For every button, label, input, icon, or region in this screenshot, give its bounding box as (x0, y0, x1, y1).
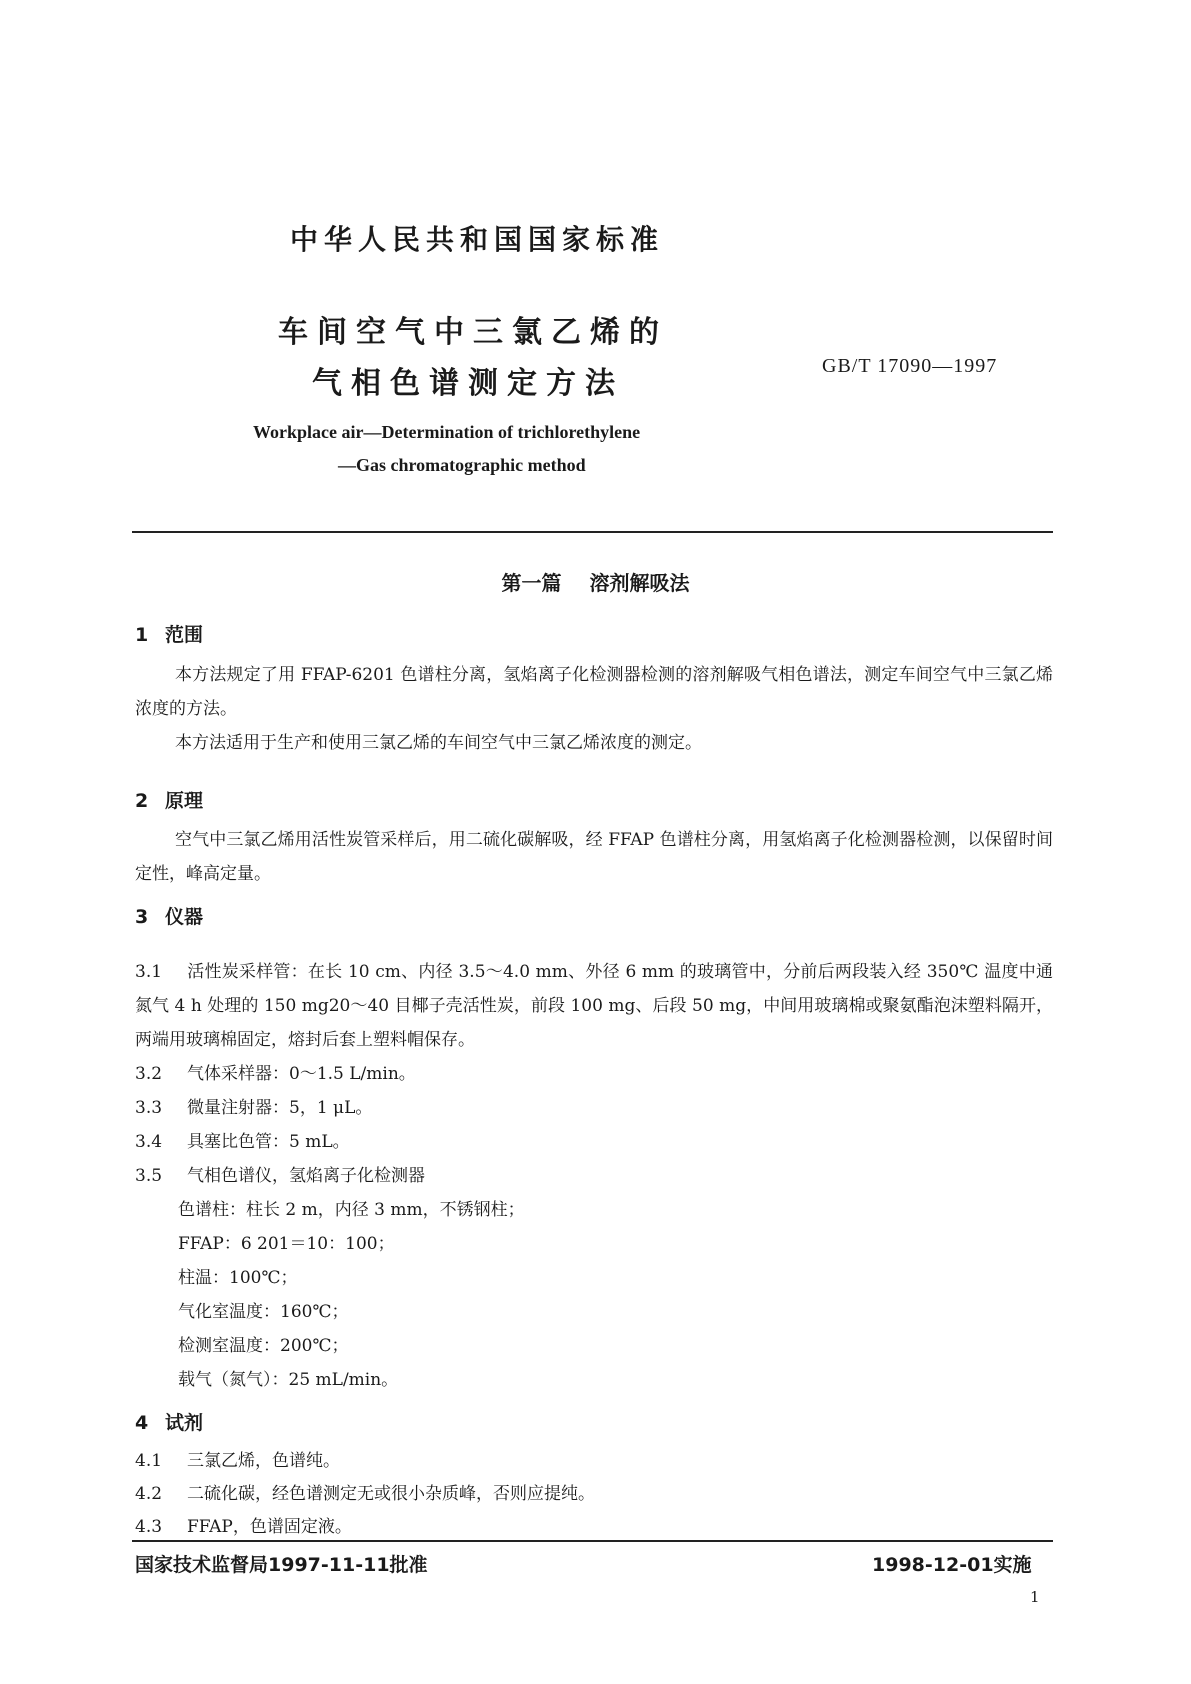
implementation-line: 1998-12-01实施 (872, 1554, 1032, 1576)
part-heading (0, 567, 1191, 596)
section-title: 范围 (165, 624, 204, 646)
item-4-3 (135, 1510, 352, 1544)
standard-number: GB/T 17090—1997 (822, 355, 998, 377)
section-1-paragraph-2: 本方法适用于生产和使用三氯乙烯的车间空气中三氯乙烯浓度的测定。 (175, 733, 702, 753)
section-2-paragraph-1: 空气中三氯乙烯用活性炭管采样后，用二硫化碳解吸，经 FFAP 色谱柱分离，用氢焰离子化检测器检测，以保留时间定性，峰高定量。 (135, 830, 1053, 884)
item-text: 活性炭采样管：在长 10 cm、内径 3.5～4.0 mm、外径 6 mm 的玻璃管中，分前后两段装入经 350℃ 温度中通氮气 4 h 处理的 150 mg20～40 目椰子壳活性炭，前段 100 mg、后段 50 mg，中间用玻璃棉或聚氨酯泡沫塑料隔开，两端用玻璃棉固定，熔封后套上塑料帽保存。 (135, 962, 1053, 1050)
section-number: 1 (135, 624, 149, 646)
item-number: 4.1 (135, 1451, 163, 1471)
standard-type-header: 中华人民共和国国家标准 (290, 223, 665, 256)
item-3-4 (135, 1125, 350, 1159)
item-number: 3.2 (135, 1064, 163, 1084)
header-divider (132, 531, 1053, 533)
section-title: 试剂 (165, 1412, 204, 1434)
condition-carrier-gas: 载气（氮气）：25 mL/min。 (178, 1370, 399, 1390)
item-text: 二硫化碳，经色谱测定无或很小杂质峰，否则应提纯。 (187, 1484, 595, 1504)
item-number: 3.5 (135, 1166, 163, 1186)
section-number: 4 (135, 1412, 149, 1434)
item-number: 4.3 (135, 1517, 163, 1537)
page-number: 1 (1030, 1588, 1040, 1606)
section-title: 原理 (165, 790, 204, 812)
item-4-2 (135, 1477, 595, 1511)
item-text: 具塞比色管：5 mL。 (187, 1132, 350, 1152)
condition-ffap-ratio: FFAP：6 201＝10：100； (178, 1234, 395, 1254)
item-number: 3.4 (135, 1132, 163, 1152)
section-number: 3 (135, 906, 149, 928)
section-title: 仪器 (165, 906, 204, 928)
item-text: 气相色谱仪，氢焰离子化检测器 (187, 1166, 425, 1186)
item-number: 3.3 (135, 1098, 163, 1118)
condition-column: 色谱柱：柱长 2 m，内径 3 mm，不锈钢柱； (178, 1200, 525, 1220)
english-title-line-2: —Gas chromatographic method (338, 455, 586, 475)
item-text: FFAP，色谱固定液。 (187, 1517, 352, 1537)
item-3-1 (135, 955, 1053, 1057)
item-3-3 (135, 1091, 372, 1125)
condition-detector-temp: 检测室温度：200℃； (178, 1336, 349, 1356)
item-3-5 (135, 1159, 425, 1193)
condition-vaporizer-temp: 气化室温度：160℃； (178, 1302, 349, 1322)
item-text: 气体采样器：0～1.5 L/min。 (187, 1064, 416, 1084)
part-number: 第一篇 (501, 571, 562, 595)
part-name: 溶剂解吸法 (589, 571, 690, 595)
english-title-line-1: Workplace air—Determination of trichlorethylene (253, 422, 641, 442)
footer-divider (132, 1540, 1053, 1542)
section-2-heading (135, 786, 203, 813)
item-4-1 (135, 1444, 340, 1478)
approval-line: 国家技术监督局1997-11-11批准 (135, 1554, 428, 1576)
item-text: 三氯乙烯，色谱纯。 (187, 1451, 340, 1471)
title-line-2: 气相色谱测定方法 (312, 366, 624, 401)
section-3-heading (135, 902, 203, 929)
item-3-2 (135, 1057, 416, 1091)
section-1-heading (135, 620, 203, 647)
section-4-heading (135, 1408, 203, 1435)
item-text: 微量注射器：5，1 μL。 (187, 1098, 373, 1118)
section-1-paragraph-1: 本方法规定了用 FFAP-6201 色谱柱分离，氢焰离子化检测器检测的溶剂解吸气相色谱法，测定车间空气中三氯乙烯浓度的方法。 (135, 665, 1053, 719)
title-line-1: 车间空气中三氯乙烯的 (278, 315, 668, 350)
item-number: 4.2 (135, 1484, 163, 1504)
condition-column-temp: 柱温：100℃； (178, 1268, 298, 1288)
section-number: 2 (135, 790, 149, 812)
item-number: 3.1 (135, 962, 163, 982)
